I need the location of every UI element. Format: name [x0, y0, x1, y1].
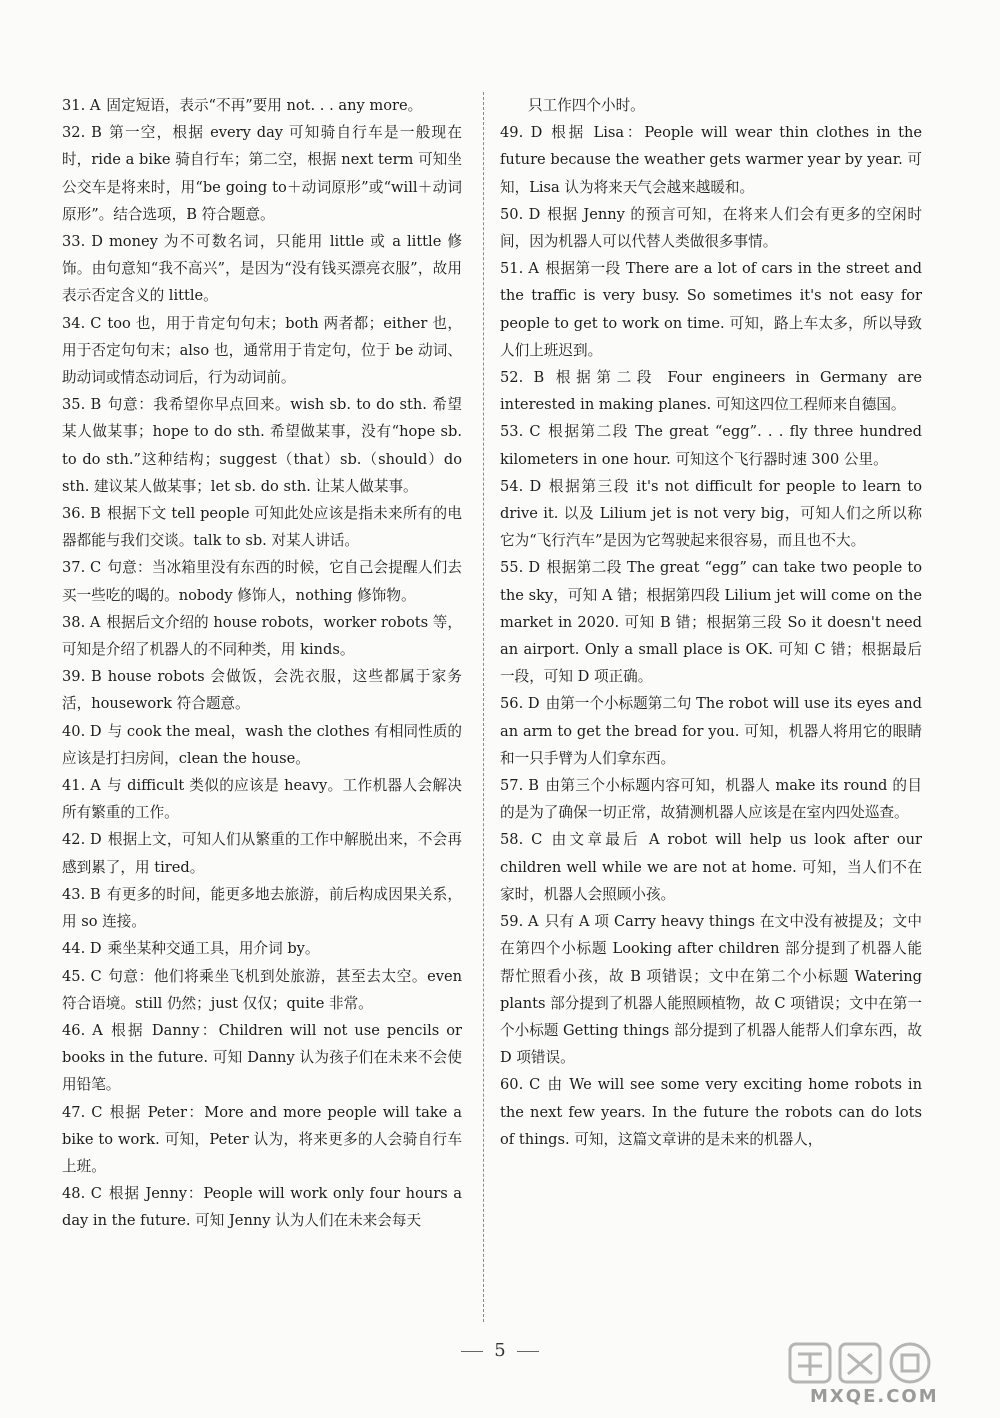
answer-item-35: 35. B 句意：我希望你早点回来。wish sb. to do sth. 希望某人做某事；hope to do sth. 希望做某事，没有“hope sb. to do sth.”这种结构；suggest（that）sb.（should）do sth. 建议某人做某事；let sb. do sth. 让某人做某事。: [62, 396, 463, 495]
answer-item-55: 55. D 根据第二段 The great “egg” can take two people to the sky，可知 A 错；根据第四段 Lilium jet will come on the market in 2020. 可知 B 错；根据第三段 So it doesn't need an airport. Only a small place is OK. 可知 C 错；根据最后一段，可知 D 项正确。: [500, 559, 922, 686]
page-number: 5: [494, 1340, 506, 1361]
watermark-logo: [770, 1340, 990, 1410]
answer-item-50: 50. D 根据 Jenny 的预言可知，在将来人们会有更多的空闲时间，因为机器人可以代替人类做很多事情。: [500, 205, 922, 251]
answer-item-37: 37. C 句意：当冰箱里没有东西的时候，它自己会提醒人们去买一些吃的喝的。nobody 修饰人，nothing 修饰物。: [62, 559, 462, 604]
answer-item-31: 31. A 固定短语，表示“不再”要用 not. . . any more。: [62, 97, 423, 114]
answer-item-60: 60. C 由 We will see some very exciting home robots in the next few years. In the future the robots can do lots of things. 可知，这篇文章讲的是未来的机器人，: [500, 1076, 922, 1148]
answer-item-48: 48. C 根据 Jenny：People will work only four hours a day in the future. 可知 Jenny 认为人们在未来会每天: [62, 1185, 462, 1230]
answer-item-56: 56. D 由第一个小标题第二句 The robot will use its eyes and an arm to get the bread for you. 可知，机器人将用它的眼睛和一只手臂为人们拿东西。: [500, 695, 922, 767]
answer-item-54: 54. D 根据第三段 it's not difficult for people to learn to drive it. 以及 Lilium jet is not very big，可知人们之所以称它为“飞行汽车”是因为它驾驶起来很容易，而且也不大。: [500, 477, 922, 550]
answer-item-58: 58. C 由文章最后 A robot will help us look after our children well while we are not at home. 可知，当人们不在家时，机器人会照顾小孩。: [500, 831, 922, 903]
answer-item-32: 32. B 第一空，根据 every day 可知骑自行车是一般现在时，ride a bike 骑自行车；第二空，根据 next term 可知坐公交车是将来时，用“be going to＋动词原形”或“will＋动词原形”。结合选项，B 符合题意。: [62, 124, 463, 223]
left-column: [62, 92, 462, 1235]
answer-item-46: 46. A 根据 Danny：Children will not use pencils or books in the future. 可知 Danny 认为孩子们在未来不会使用铅笔。: [62, 1021, 462, 1094]
answer-item-47: 47. C 根据 Peter：More and more people will take a bike to work. 可知，Peter 认为，将来更多的人会骑自行车上班。: [62, 1103, 463, 1175]
watermark-logo-icon: [770, 1340, 990, 1390]
footer-dash-left: [461, 1351, 483, 1352]
continuation-text: 只工作四个小时。: [528, 97, 645, 114]
answer-item-40: 40. D 与 cook the meal，wash the clothes 有相同性质的应该是打扫房间，clean the house。: [62, 722, 462, 767]
answer-item-52: 52. B 根据第二段 Four engineers in Germany are interested in making planes. 可知这四位工程师来自德国。: [500, 369, 922, 414]
answer-item-41: 41. A 与 difficult 类似的应该是 heavy。工作机器人会解决所有繁重的工作。: [62, 777, 462, 822]
answer-item-59: 59. A 只有 A 项 Carry heavy things 在文中没有被提及；文中在第四个小标题 Looking after children 部分提到了机器人能帮忙照看小孩，故 B 项错误；文中在第二个小标题 Watering plants 部分提到了机器人能照顾植物，故 C 项错误；文中在第一个小标题 Getting things 部分提到了机器人能帮人们拿东西，故 D 项错误。: [500, 913, 923, 1067]
answer-item-33: 33. D money 为不可数名词，只能用 little 或 a little 修饰。由句意知“我不高兴”，是因为“没有钱买漂亮衣服”，故用表示否定含义的 little。: [62, 233, 462, 305]
answer-item-42: 42. D 根据上文，可知人们从繁重的工作中解脱出来，不会再感到累了，用 tired。: [62, 831, 462, 876]
answer-item-34: 34. C too 也，用于肯定句句末；both 两者都；either 也，用于否定句句末；also 也，通常用于肯定句，位于 be 动词、助动词或情态动词后，行为动词前。: [62, 314, 462, 387]
answer-item-36: 36. B 根据下文 tell people 可知此处应该是指未来所有的电器都能与我们交谈。talk to sb. 对某人讲话。: [62, 505, 462, 550]
answer-item-49: 49. D 根据 Lisa：People will wear thin clothes in the future because the weather gets warmer year by year. 可知，Lisa 认为将来天气会越来越暖和。: [500, 124, 922, 196]
answer-item-39: 39. B house robots 会做饭，会洗衣服，这些都属于家务活，housework 符合题意。: [62, 668, 462, 713]
right-column: [500, 92, 922, 1153]
answer-item-44: 44. D 乘坐某种交通工具，用介词 by。: [62, 940, 320, 958]
answer-item-43: 43. B 有更多的时间，能更多地去旅游，前后构成因果关系，用 so 连接。: [62, 885, 462, 931]
column-divider: [483, 92, 484, 1322]
answer-item-57: 57. B 由第三个小标题内容可知，机器人 make its round 的目的是为了确保一切正常，故猜测机器人应该是在室内四处巡查。: [500, 777, 923, 822]
answer-item-38: 38. A 根据后文介绍的 house robots，worker robots 等，可知是介绍了机器人的不同种类，用 kinds。: [62, 613, 462, 659]
watermark-url: MXQE.COM: [810, 1386, 939, 1407]
answer-item-45: 45. C 句意：他们将乘坐飞机到处旅游，甚至去太空。even 符合语境。still 仍然；just 仅仅；quite 非常。: [62, 967, 462, 1012]
footer-dash-right: [517, 1351, 539, 1352]
answer-item-51: 51. A 根据第一段 There are a lot of cars in the street and the traffic is very busy. So sometimes it's not easy for people to get to work on time. 可知，路上车太多，所以导致人们上班迟到。: [500, 260, 922, 359]
answer-item-53: 53. C 根据第二段 The great “egg”. . . fly three hundred kilometers in one hour. 可知这个飞行器时速 300 公里。: [500, 423, 923, 468]
